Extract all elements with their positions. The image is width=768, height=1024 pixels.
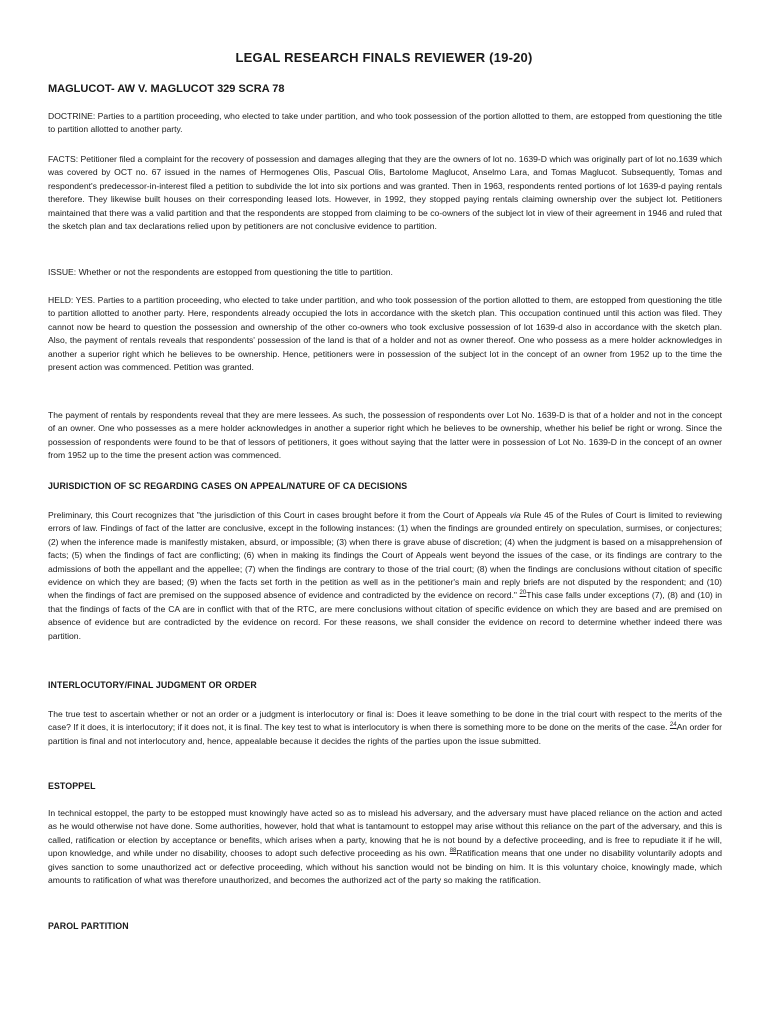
interlocutory-paragraph [48,708,722,748]
section-heading-estoppel: ESTOPPEL [48,781,96,791]
section-heading-interlocutory: INTERLOCUTORY/FINAL JUDGMENT OR ORDER [48,680,257,690]
section-heading-jurisdiction: JURISDICTION OF SC REGARDING CASES ON APPEAL/NATURE OF CA DECISIONS [48,481,408,491]
jurisdiction-text-b: Rule 45 of the Rules of Court is limited to reviewing errors of law. Findings of fact of the latter are conclusive, except in the following instances: (1) when the findings are grounded entirely on speculation, surmises, or conjectures; (2) when the inference made is manifestly mistaken, absurd, or impossible; (3) when there is grave abuse of discretion; (4) when the judgment is based on a misapprehension of facts; (5) when the findings of fact are conflicting; (6) when in making its findings the Court of Appeals went beyond the issues of the case, or its findings are contrary to the admissions of both the appellant and the appellee; (7) when the findings are contrary to those of the trial court; (8) when the findings are conclusions without citation of specific evidence on which they are based; (9) when the facts set forth in the petition as well as in the petitioner's main and reply briefs are not disputed by the respondent; and (10) when the findings of fact are premised on the supposed absence of evidence and contradicted by the evidence on record." [48,510,722,601]
case-title: MAGLUCOT- AW V. MAGLUCOT 329 SCRA 78 [48,83,285,95]
rentals-paragraph: The payment of rentals by respondents reveal that they are mere lessees. As such, the possession of respondents over Lot No. 1639-D is that of a holder and not in the concept of an owner. One who possesses as a mere holder acknowledges in another a superior right which he believes to be ownership, whether his belief be right or wrong. Since the possession of respondents were found to be that of lessors of petitioners, it goes without saying that the latter were in possession of Lot No. 1639-D in the concept of an owner from 1952 up to the time the present action was commenced. [48,410,722,461]
footnote-link[interactable]: 24 [669,722,677,729]
interlocutory-text-b: An order for partition is final and not interlocutory and, hence, appealable because it decides the rights of the parties upon the issue submitted. [48,722,722,746]
jurisdiction-text-a: Preliminary, this Court recognizes that "the jurisdiction of this Court in cases brought before it from the Court of Appeals [48,510,510,520]
jurisdiction-text-c: This case falls under exceptions (7), (8) and (10) in that the findings of facts of the CA are in conflict with that of the RTC, are mere conclusions without citation of specific evidence on which they are based and are premised on absence of evidence but are contradicted by the evidence on record. For these reasons, we shall consider the evidence on record to determine whether indeed there was partition. [48,590,722,641]
section-heading-parol-partition: PAROL PARTITION [48,921,129,931]
issue-paragraph: ISSUE: Whether or not the respondents are estopped from questioning the title to partition. [48,267,393,277]
interlocutory-text-a: The true test to ascertain whether or not an order or a judgment is interlocutory or final is: Does it leave something to be done in the trial court with respect to the merits of the case? If it does, it is interlocutory; if it does not, it is final. The key test to what is interlocutory is when there is something more to be done on the merits of the case. [48,709,722,733]
jurisdiction-text-via: via [509,510,521,520]
held-paragraph: HELD: YES. Parties to a partition proceeding, who elected to take under partition, and who took possession of the portion allotted to them, are estopped from questioning the title to partition allotted to another party. Here, respondents already occupied the lots in accordance with the sketch plan. This occupation continued until this action was filed. They cannot now be heard to question the possession and ownership of the other co-owners who took exclusive possession of lot 1639-d also in accordance with the sketch plan. Also, the payment of rentals reveals that respondents' possession of the land is that of a holder and not as owner thereof. One who possess as a mere holder acknowledges in another a superior right which he believes to be ownership. Hence, petitioners were in possession of the subject lot in the concept of an owner from 1952 up to the time the present action was commenced. Petition was granted. [48,295,722,373]
estoppel-text-a: In technical estoppel, the party to be estopped must knowingly have acted so as to mislead his adversary, and the adversary must have placed reliance on the action and acted as he would otherwise not have done. Some authorities, however, hold that what is tantamount to estoppel may arise without this reliance on the part of the adversary, and this is called, ratification or election by acceptance or benefits, which arises when a party, knowing that he is not bound by a defective proceeding, and is free to repudiate it if he will, upon knowledge, and while under no disability, chooses to adopt such defective proceeding as his own. [48,808,722,859]
document-title: LEGAL RESEARCH FINALS REVIEWER (19-20) [235,50,533,65]
doctrine-paragraph: DOCTRINE: Parties to a partition proceeding, who elected to take under partition, and who took possession of the portion allotted to them, are estopped from questioning the title to partition allotted to another party. [48,111,722,135]
jurisdiction-paragraph [48,509,722,643]
footnote-link[interactable]: 20 [519,590,527,597]
estoppel-paragraph [48,807,722,887]
footnote-link[interactable]: 88 [449,848,457,855]
facts-paragraph: FACTS: Petitioner filed a complaint for the recovery of possession and damages alleging that they are the owners of lot no. 1639-D which was originally part of lot no.1639 which was covered by OCT no. 67 issued in the names of Hermogenes Olis, Pascual Olis, Bartolome Maglucot, Anselmo Lara, and Tomas Maglucot. Subsequently, Tomas and respondent's predecessor-in-interest filed a petition to subdivide the lot into six portions and was granted. Then in 1963, respondents rented portions of lot 1639-d paying rentals therefore. They likewise built houses on their corresponding leased lots. However, in 1992, they stopped paying rentals claiming ownership over the subject lot. Petitioners maintained that there was a valid partition and that the respondents are stopped from claiming to be co-owners of the subject lot in view of their agreement in 1946 and ruled that the sketch plan and tax declarations relied upon by petitioners are not conclusive evidence to partition. [48,154,722,232]
estoppel-text-b: Ratification means that one under no disability voluntarily adopts and gives sanction to some unauthorized act or defective proceeding, which without his sanction would not be binding on him. It is this voluntary choice, knowingly made, which amounts to ratification of what was therefore unauthorized, and becomes the authorized act of the party so making the ratification. [48,848,722,886]
